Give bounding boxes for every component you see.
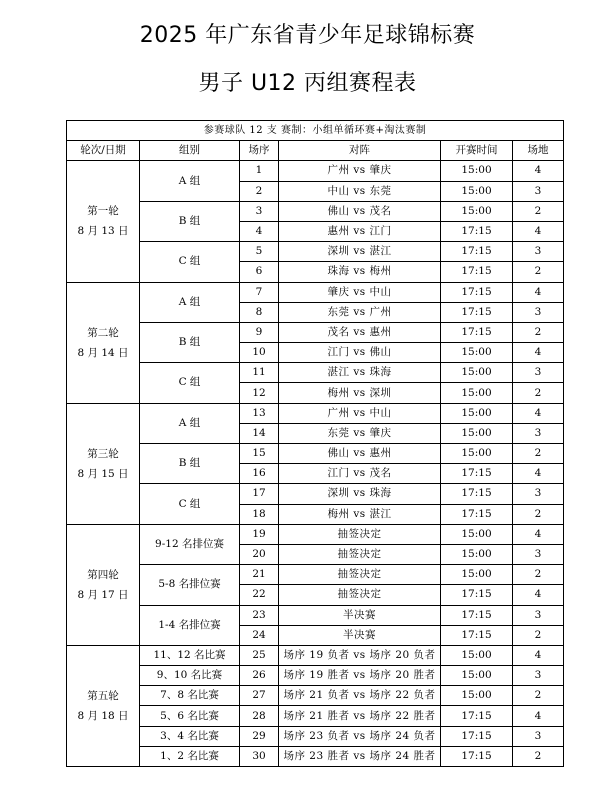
kickoff-time: 15:00 (441, 363, 513, 383)
matchup: 梅州 vs 湛江 (279, 504, 441, 524)
table-row (67, 444, 564, 464)
table-row (67, 322, 564, 342)
kickoff-time: 17:15 (441, 605, 513, 625)
match-number: 14 (240, 423, 279, 443)
kickoff-time: 17:15 (441, 504, 513, 524)
round-label: 第四轮 (87, 568, 119, 581)
kickoff-time: 15:00 (441, 403, 513, 423)
match-number: 9 (240, 322, 279, 342)
group-cell: 1-4 名排位赛 (140, 605, 240, 645)
page-title: 2025 年广东省青少年足球锦标赛 (139, 23, 476, 48)
field-number: 4 (513, 343, 564, 363)
match-number: 18 (240, 504, 279, 524)
match-number: 10 (240, 343, 279, 363)
matchup: 江门 vs 佛山 (279, 343, 441, 363)
kickoff-time: 15:00 (441, 666, 513, 686)
kickoff-time: 17:15 (441, 221, 513, 241)
field-number: 2 (513, 625, 564, 645)
match-number: 24 (240, 625, 279, 645)
field-number: 2 (513, 746, 564, 766)
info-row (67, 121, 564, 141)
kickoff-time: 15:00 (441, 444, 513, 464)
matchup: 场序 19 胜者 vs 场序 20 胜者 (279, 666, 441, 686)
matchup: 场序 19 负者 vs 场序 20 负者 (279, 645, 441, 665)
matchup: 惠州 vs 江门 (279, 221, 441, 241)
matchup: 场序 23 负者 vs 场序 24 负者 (279, 726, 441, 746)
kickoff-time: 15:00 (441, 544, 513, 564)
table-row (67, 524, 564, 544)
kickoff-time: 15:00 (441, 686, 513, 706)
schedule-body (67, 161, 564, 767)
round-cell (67, 645, 140, 766)
matchup: 场序 23 胜者 vs 场序 24 胜者 (279, 746, 441, 766)
kickoff-time: 17:15 (441, 484, 513, 504)
field-number: 2 (513, 383, 564, 403)
field-number: 4 (513, 464, 564, 484)
field-number: 2 (513, 565, 564, 585)
field-number: 4 (513, 403, 564, 423)
field-number: 3 (513, 242, 564, 262)
field-number: 4 (513, 524, 564, 544)
match-number: 4 (240, 221, 279, 241)
field-number: 4 (513, 585, 564, 605)
table-row (67, 666, 564, 686)
matchup: 东莞 vs 广州 (279, 302, 441, 322)
matchup: 肇庆 vs 中山 (279, 282, 441, 302)
round-label: 第三轮 (87, 447, 119, 460)
match-number: 5 (240, 242, 279, 262)
table-row (67, 282, 564, 302)
round-label: 第一轮 (87, 205, 119, 218)
kickoff-time: 15:00 (441, 383, 513, 403)
field-number: 3 (513, 181, 564, 201)
schedule-table (66, 120, 564, 767)
table-row (67, 201, 564, 221)
group-cell: 5、6 名比赛 (140, 706, 240, 726)
matchup: 佛山 vs 惠州 (279, 444, 441, 464)
round-date: 8 月 13 日 (77, 225, 129, 238)
field-number: 4 (513, 645, 564, 665)
tournament-info: 参赛球队 12 支 赛制：小组单循环赛+淘汰赛制 (67, 121, 564, 141)
field-number: 3 (513, 605, 564, 625)
table-row (67, 403, 564, 423)
matchup: 场序 21 负者 vs 场序 22 负者 (279, 686, 441, 706)
matchup: 抽签决定 (279, 544, 441, 564)
field-number: 3 (513, 544, 564, 564)
field-number: 3 (513, 484, 564, 504)
matchup: 半决赛 (279, 625, 441, 645)
kickoff-time: 15:00 (441, 565, 513, 585)
match-number: 6 (240, 262, 279, 282)
group-cell: B 组 (140, 201, 240, 241)
group-cell: B 组 (140, 322, 240, 362)
match-number: 22 (240, 585, 279, 605)
matchup: 深圳 vs 湛江 (279, 242, 441, 262)
kickoff-time: 17:15 (441, 322, 513, 342)
header-matchup: 对阵 (279, 141, 441, 161)
table-row (67, 605, 564, 625)
matchup: 茂名 vs 惠州 (279, 322, 441, 342)
kickoff-time: 15:00 (441, 201, 513, 221)
matchup: 抽签决定 (279, 585, 441, 605)
group-cell: A 组 (140, 403, 240, 443)
round-cell (67, 403, 140, 524)
field-number: 2 (513, 262, 564, 282)
group-cell: C 组 (140, 484, 240, 524)
field-number: 3 (513, 423, 564, 443)
round-date: 8 月 14 日 (77, 346, 129, 359)
matchup: 佛山 vs 茂名 (279, 201, 441, 221)
table-row (67, 363, 564, 383)
header-group: 组别 (140, 141, 240, 161)
page-subtitle: 男子 U12 丙组赛程表 (198, 71, 417, 96)
matchup: 场序 21 胜者 vs 场序 22 胜者 (279, 706, 441, 726)
round-cell (67, 524, 140, 645)
match-number: 7 (240, 282, 279, 302)
round-label: 第二轮 (87, 326, 119, 339)
matchup: 深圳 vs 珠海 (279, 484, 441, 504)
kickoff-time: 17:15 (441, 464, 513, 484)
kickoff-time: 17:15 (441, 585, 513, 605)
table-row (67, 161, 564, 181)
group-cell: A 组 (140, 282, 240, 322)
matchup: 抽签决定 (279, 565, 441, 585)
round-cell (67, 282, 140, 403)
table-row (67, 484, 564, 504)
group-cell: C 组 (140, 363, 240, 403)
group-cell: 5-8 名排位赛 (140, 565, 240, 605)
table-row (67, 726, 564, 746)
field-number: 2 (513, 322, 564, 342)
match-number: 19 (240, 524, 279, 544)
match-number: 8 (240, 302, 279, 322)
field-number: 3 (513, 666, 564, 686)
table-row (67, 242, 564, 262)
match-number: 16 (240, 464, 279, 484)
match-number: 27 (240, 686, 279, 706)
matchup: 半决赛 (279, 605, 441, 625)
match-number: 21 (240, 565, 279, 585)
table-row (67, 706, 564, 726)
matchup: 东莞 vs 肇庆 (279, 423, 441, 443)
kickoff-time: 17:15 (441, 625, 513, 645)
match-number: 12 (240, 383, 279, 403)
matchup: 湛江 vs 珠海 (279, 363, 441, 383)
field-number: 4 (513, 161, 564, 181)
group-cell: 9、10 名比赛 (140, 666, 240, 686)
kickoff-time: 17:15 (441, 242, 513, 262)
match-number: 23 (240, 605, 279, 625)
kickoff-time: 15:00 (441, 645, 513, 665)
round-date: 8 月 18 日 (77, 709, 129, 722)
kickoff-time: 17:15 (441, 726, 513, 746)
table-row (67, 686, 564, 706)
match-number: 25 (240, 645, 279, 665)
table-row (67, 565, 564, 585)
field-number: 2 (513, 686, 564, 706)
table-row (67, 645, 564, 665)
round-date: 8 月 17 日 (77, 588, 129, 601)
field-number: 4 (513, 221, 564, 241)
header-field: 场地 (513, 141, 564, 161)
group-cell: 3、4 名比赛 (140, 726, 240, 746)
kickoff-time: 17:15 (441, 706, 513, 726)
group-cell: 7、8 名比赛 (140, 686, 240, 706)
kickoff-time: 17:15 (441, 746, 513, 766)
match-number: 17 (240, 484, 279, 504)
matchup: 抽签决定 (279, 524, 441, 544)
field-number: 3 (513, 302, 564, 322)
match-number: 30 (240, 746, 279, 766)
match-number: 15 (240, 444, 279, 464)
field-number: 2 (513, 504, 564, 524)
kickoff-time: 17:15 (441, 282, 513, 302)
group-cell: 11、12 名比赛 (140, 645, 240, 665)
match-number: 11 (240, 363, 279, 383)
kickoff-time: 17:15 (441, 262, 513, 282)
matchup: 广州 vs 中山 (279, 403, 441, 423)
kickoff-time: 15:00 (441, 343, 513, 363)
match-number: 20 (240, 544, 279, 564)
field-number: 2 (513, 201, 564, 221)
kickoff-time: 17:15 (441, 302, 513, 322)
matchup: 梅州 vs 深圳 (279, 383, 441, 403)
match-number: 1 (240, 161, 279, 181)
header-match-no: 场序 (240, 141, 279, 161)
header-row (67, 141, 564, 161)
field-number: 3 (513, 726, 564, 746)
matchup: 江门 vs 茂名 (279, 464, 441, 484)
match-number: 29 (240, 726, 279, 746)
table-row (67, 746, 564, 766)
matchup: 广州 vs 肇庆 (279, 161, 441, 181)
field-number: 4 (513, 706, 564, 726)
group-cell: C 组 (140, 242, 240, 282)
group-cell: 1、2 名比赛 (140, 746, 240, 766)
round-date: 8 月 15 日 (77, 467, 129, 480)
round-cell (67, 161, 140, 282)
matchup: 中山 vs 东莞 (279, 181, 441, 201)
header-kickoff: 开赛时间 (441, 141, 513, 161)
match-number: 2 (240, 181, 279, 201)
match-number: 28 (240, 706, 279, 726)
kickoff-time: 15:00 (441, 161, 513, 181)
field-number: 2 (513, 444, 564, 464)
round-label: 第五轮 (87, 689, 119, 702)
field-number: 4 (513, 282, 564, 302)
matchup: 珠海 vs 梅州 (279, 262, 441, 282)
match-number: 3 (240, 201, 279, 221)
field-number: 3 (513, 363, 564, 383)
header-round-date: 轮次/日期 (67, 141, 140, 161)
match-number: 26 (240, 666, 279, 686)
kickoff-time: 15:00 (441, 423, 513, 443)
kickoff-time: 15:00 (441, 181, 513, 201)
group-cell: A 组 (140, 161, 240, 201)
kickoff-time: 15:00 (441, 524, 513, 544)
match-number: 13 (240, 403, 279, 423)
group-cell: B 组 (140, 444, 240, 484)
group-cell: 9-12 名排位赛 (140, 524, 240, 564)
